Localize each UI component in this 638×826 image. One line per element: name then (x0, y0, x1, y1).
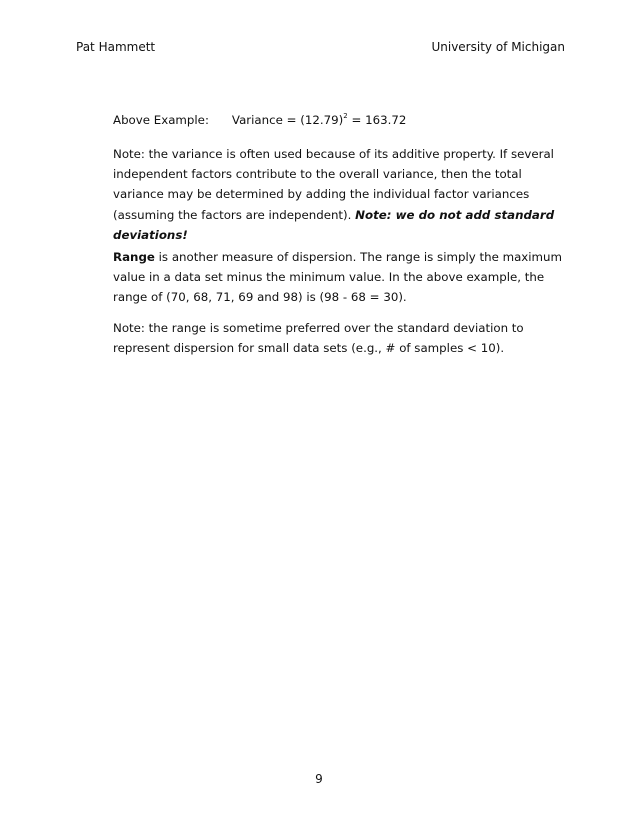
range-text: is another measure of dispersion. The range is simply the maximum value in a data set minus the minimum value. In the above example, the range of (70, 68, 71, 69 and 98) is (98 - 68 = 30). (113, 250, 563, 305)
exponent: 2 (343, 112, 348, 120)
variance-note-emphasis: Note: we do not add standard deviations! (113, 207, 555, 242)
variance-note-text: Note: the variance is often used because of its additive property. If several independent factors contribute to the overall variance, then the total variance may be determined by adding the individual factor variances (assuming the factors are independent). (113, 147, 554, 222)
variance-example (113, 110, 573, 130)
example-label: Above Example: (113, 113, 209, 127)
variance-note-paragraph (113, 144, 573, 245)
range-note-text: Note: the range is sometime preferred over the standard deviation to represent dispersion for small data sets (e.g., # of samples < 10). (113, 321, 524, 356)
page-number: 9 (315, 772, 323, 786)
range-paragraph (113, 247, 573, 308)
variance-formula: Variance = $(12.79)^2 = 163.72$ (231, 112, 407, 127)
header-author: Pat Hammett (76, 40, 156, 54)
range-term: Range (113, 250, 155, 264)
header-institution: University of Michigan (431, 40, 565, 54)
range-note-paragraph (113, 318, 573, 358)
